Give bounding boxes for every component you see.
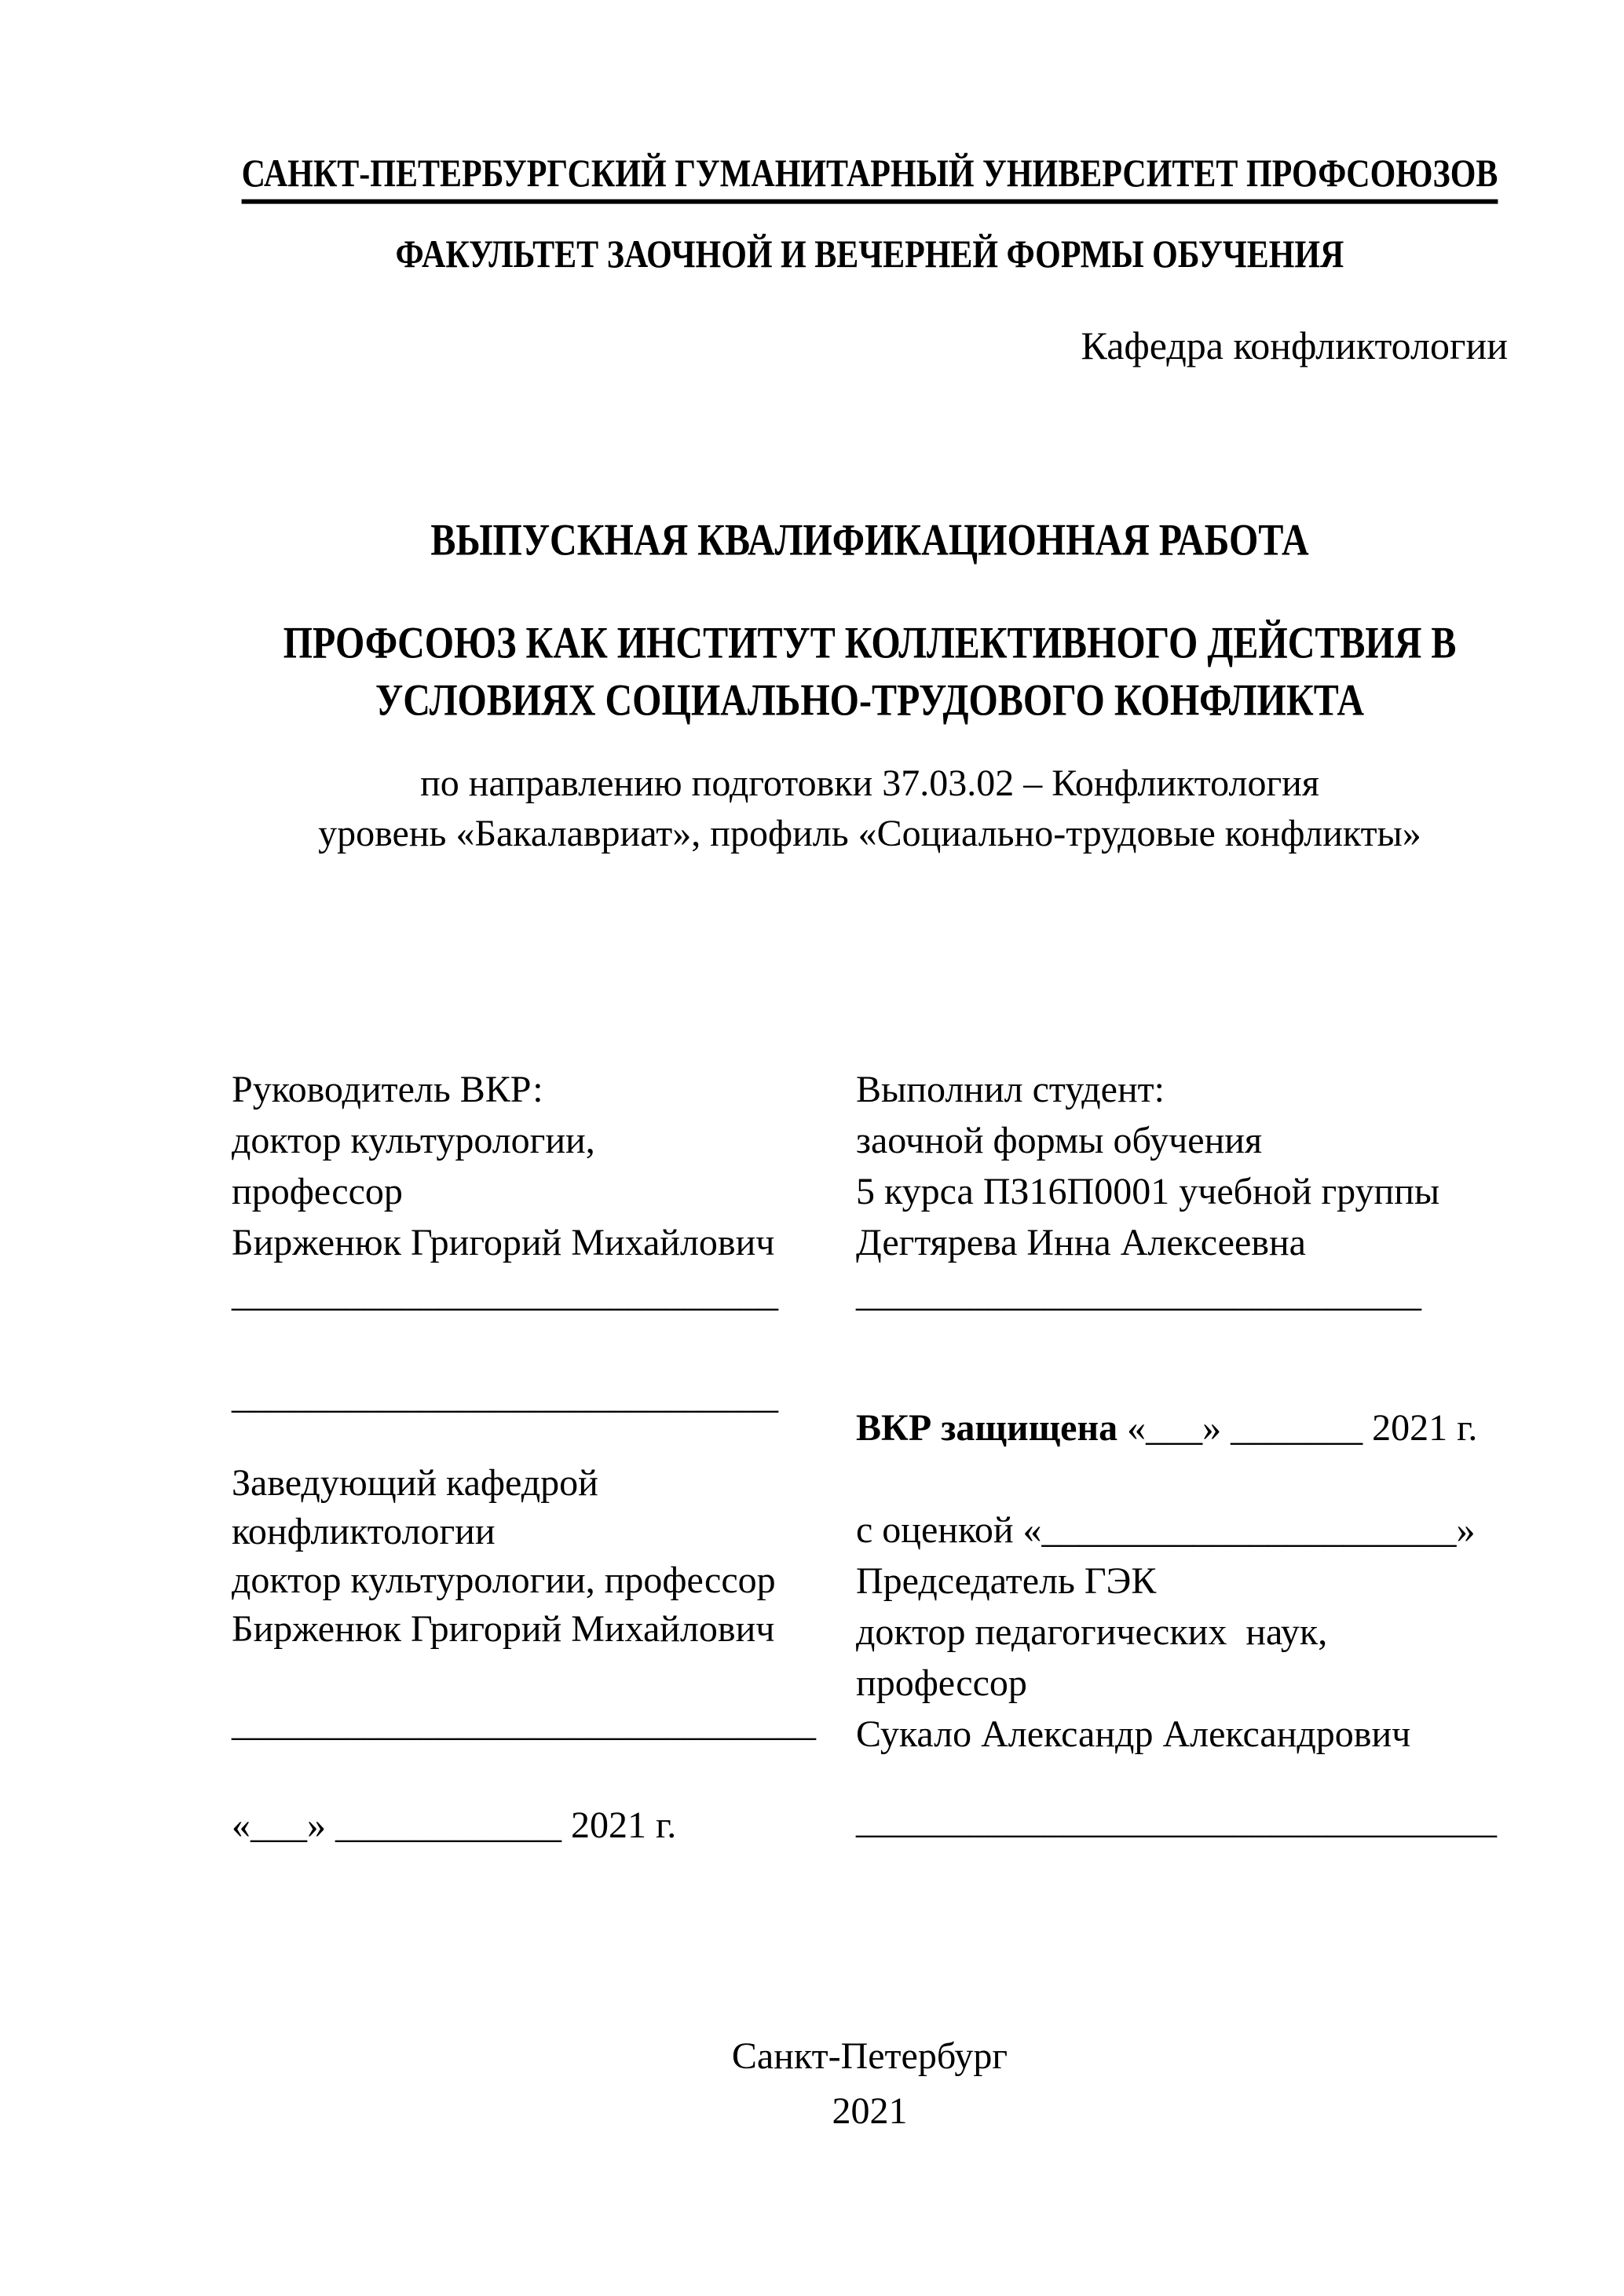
supervisor-degree: доктор культурологии, (232, 1120, 595, 1161)
student-block (856, 1064, 1516, 1319)
head-role-line1: Заведующий кафедрой (232, 1462, 598, 1504)
department-block (232, 320, 1508, 371)
university-name: САНКТ-ПЕТЕРБУРГСКИЙ ГУМАНИТАРНЫЙ УНИВЕРСИТЕТ ПРОФСОЮЗОВ (241, 152, 1498, 196)
head-degree: доктор культурологии, профессор (232, 1559, 776, 1601)
defense-date-line (856, 1402, 1516, 1453)
defense-date-block (856, 1402, 1516, 1453)
head-of-department-block (232, 1459, 836, 1654)
work-title-line2: УСЛОВИЯХ СОЦИАЛЬНО-ТРУДОВОГО КОНФЛИКТА (375, 675, 1364, 726)
student-signature-line: ______________________________ (856, 1273, 1421, 1314)
department-name: Кафедра конфликтологии (1081, 324, 1508, 367)
supervisor-rank: профессор (232, 1171, 403, 1212)
program-direction: по направлению подготовки 37.03.02 – Конфликтология (420, 762, 1319, 804)
supervisor-signature-line-2: _____________________________ (232, 1375, 778, 1417)
program-level-profile: уровень «Бакалавриат», профиль «Социально-трудовые конфликты» (318, 813, 1421, 854)
chairman-degree: доктор педагогических наук, (856, 1611, 1328, 1653)
work-type-label: ВЫПУСКНАЯ КВАЛИФИКАЦИОННАЯ РАБОТА (430, 515, 1309, 565)
defense-committee-block (856, 1504, 1516, 1760)
student-study-form: заочной формы обучения (856, 1120, 1263, 1161)
work-title-block (232, 615, 1508, 729)
head-name: Бирженюк Григорий Михайлович (232, 1608, 775, 1650)
footer-year: 2021 (832, 2090, 908, 2132)
supervisor-name: Бирженюк Григорий Михайлович (232, 1222, 775, 1263)
student-role-label: Выполнил студент: (856, 1069, 1165, 1110)
student-group: 5 курса ПЗ16П0001 учебной группы (856, 1171, 1440, 1212)
chairman-rank: профессор (856, 1662, 1027, 1704)
chairman-signature-block (856, 1795, 1516, 1846)
footer-block (232, 2029, 1508, 2139)
head-role-line2: конфликтологии (232, 1511, 496, 1552)
supervisor-role-label: Руководитель ВКР: (232, 1069, 543, 1110)
head-date-block (232, 1800, 836, 1851)
chairman-signature-line: __________________________________ (856, 1800, 1497, 1841)
faculty-name: ФАКУЛЬТЕТ ЗАОЧНОЙ И ВЕЧЕРНЕЙ ФОРМЫ ОБУЧЕНИЯ (395, 233, 1344, 276)
supervisor-signature-block-2 (232, 1370, 836, 1421)
chairman-label: Председатель ГЭК (856, 1560, 1157, 1602)
head-signature-block (232, 1698, 836, 1749)
head-date-line: «___» ____________ 2021 г. (232, 1804, 677, 1846)
program-block (232, 759, 1508, 859)
supervisor-signature-line: _____________________________ (232, 1273, 778, 1314)
student-name: Дегтярева Инна Алексеевна (856, 1222, 1306, 1263)
footer-city: Санкт-Петербург (731, 2035, 1008, 2077)
head-signature-line: _______________________________ (232, 1702, 816, 1744)
chairman-name: Сукало Александр Александрович (856, 1713, 1411, 1755)
defense-defended-date: «___» _______ 2021 г. (1117, 1407, 1478, 1449)
university-header (232, 149, 1508, 199)
work-type-block (232, 512, 1508, 569)
supervisor-block (232, 1064, 836, 1319)
work-title-line1: ПРОФСОЮЗ КАК ИНСТИТУТ КОЛЛЕКТИВНОГО ДЕЙСТВИЯ В (283, 618, 1457, 668)
defense-defended-label: ВКР защищена (856, 1407, 1118, 1449)
faculty-header (232, 230, 1508, 280)
defense-grade-line: с оценкой «______________________» (856, 1509, 1476, 1551)
